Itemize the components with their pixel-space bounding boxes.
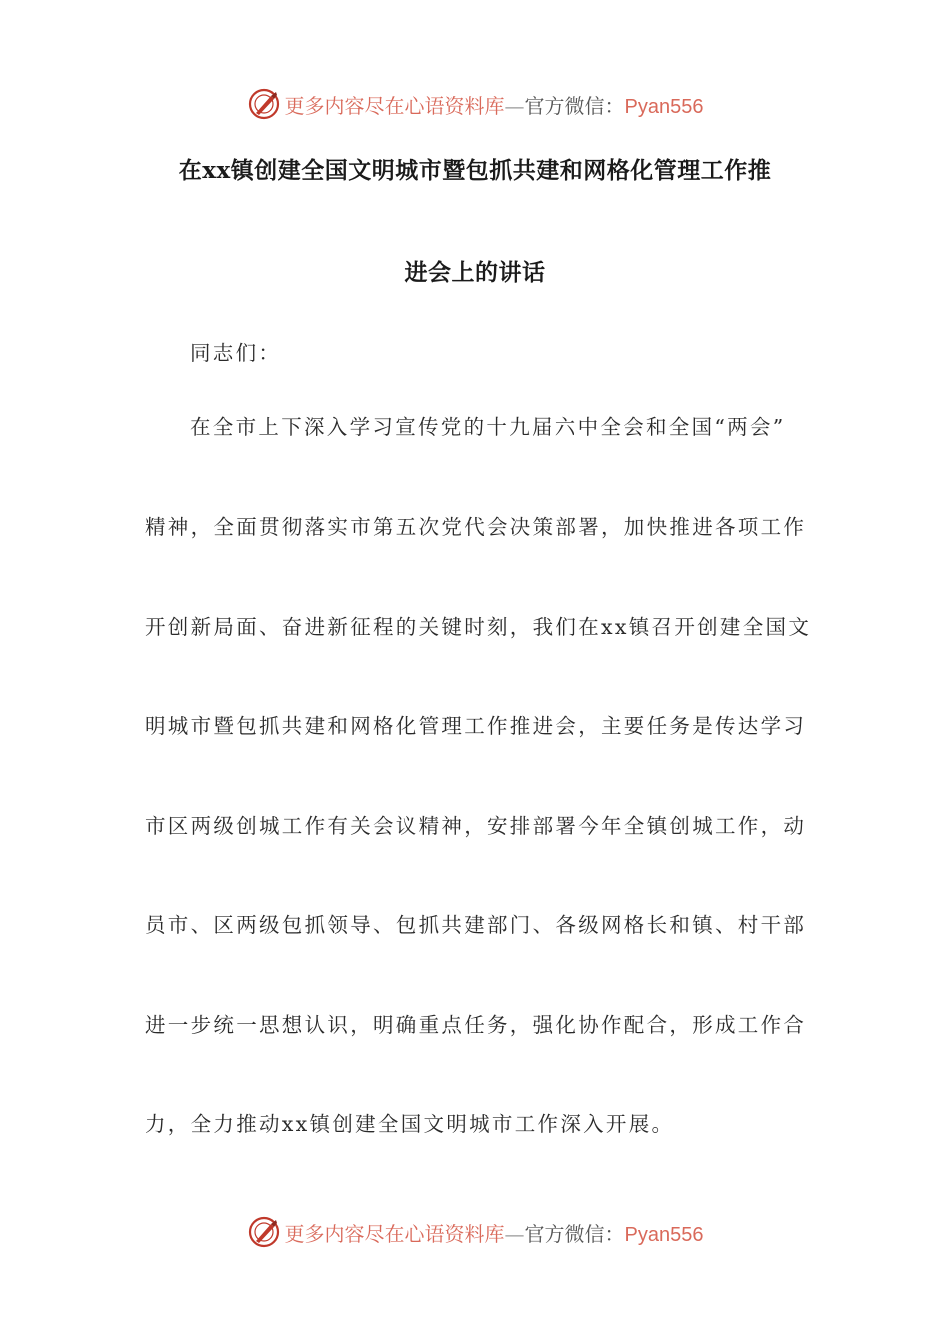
body-line: 明城市暨包抓共建和网格化管理工作推进会，主要任务是传达学习 (145, 714, 807, 738)
watermark-text (285, 90, 704, 119)
watermark-wechat-id: Pyan556 (624, 95, 704, 118)
document-title-line-2: 进会上的讲话 (404, 259, 546, 286)
watermark-wechat-label: 官方微信： (524, 1221, 625, 1246)
watermark-banner-bottom (0, 1212, 950, 1252)
body-line: 精神，全面贯彻落实市第五次党代会决策部署，加快推进各项工作 (145, 515, 807, 539)
watermark-dash: — (504, 93, 525, 118)
pen-nib-circle-icon (247, 1215, 281, 1249)
body-line: 员市、区两级包抓领导、包抓共建部门、各级网格长和镇、村干部 (145, 913, 807, 937)
body-line: 开创新局面、奋进新征程的关键时刻，我们在xx镇召开创建全国文 (145, 615, 812, 639)
salutation: 同志们： (190, 341, 282, 365)
watermark-banner-top (0, 84, 950, 124)
watermark-highlight: 更多内容尽在心语资料库 (284, 1221, 505, 1246)
body-line: 进一步统一思想认识，明确重点任务，强化协作配合，形成工作合 (145, 1013, 807, 1037)
document-title-line-1: 在xx镇创建全国文明城市暨包抓共建和网格化管理工作推 (178, 157, 772, 184)
watermark-dash: — (504, 1221, 525, 1246)
body-line: 在全市上下深入学习宣传党的十九届六中全会和全国“两会” (190, 415, 786, 439)
body-line: 力，全力推动xx镇创建全国文明城市工作深入开展。 (145, 1112, 675, 1136)
watermark-wechat-label: 官方微信： (524, 93, 625, 118)
pen-nib-circle-icon (247, 87, 281, 121)
body-line: 市区两级创城工作有关会议精神，安排部署今年全镇创城工作，动 (145, 814, 807, 838)
watermark-text (285, 1218, 704, 1247)
watermark-highlight: 更多内容尽在心语资料库 (284, 93, 505, 118)
watermark-wechat-id: Pyan556 (624, 1223, 704, 1246)
